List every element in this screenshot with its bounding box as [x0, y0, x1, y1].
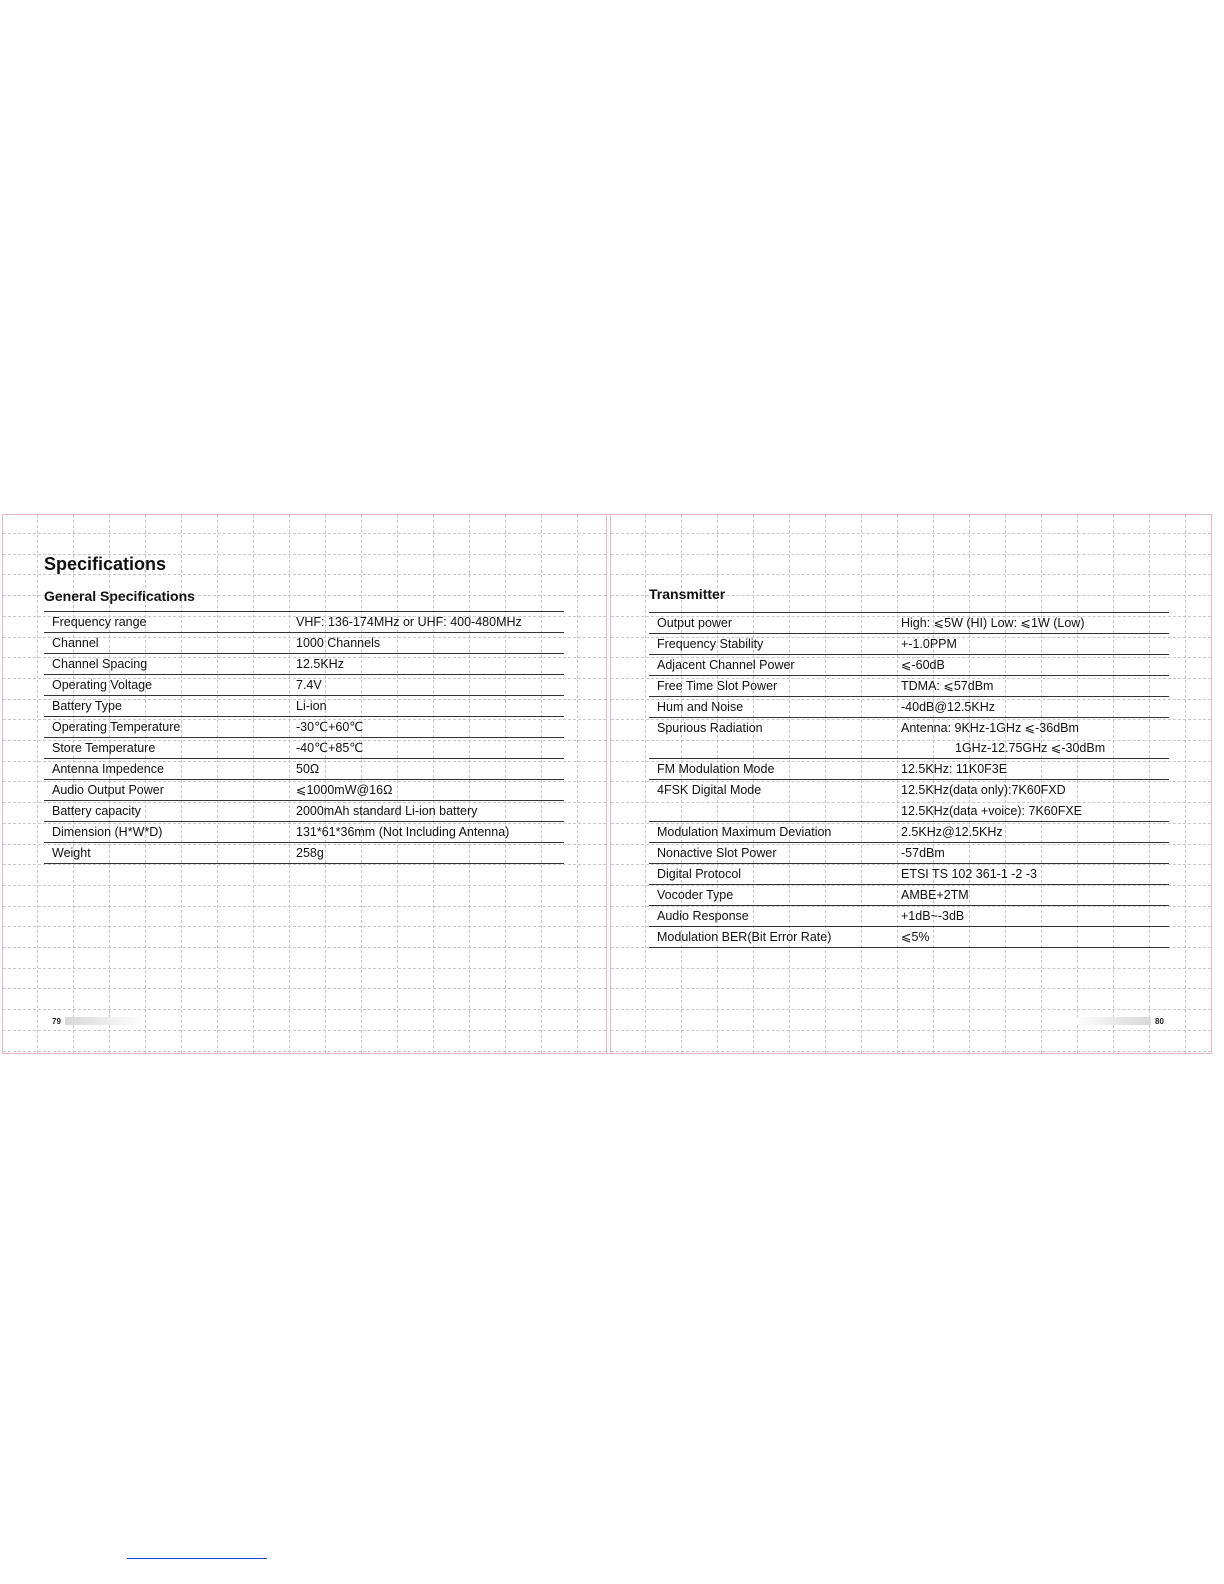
spec-row: [649, 884, 1169, 905]
spec-value: VHF: 136-174MHz or UHF: 400-480MHz: [288, 612, 564, 633]
spec-row: [649, 718, 1169, 739]
spec-label: Nonactive Slot Power: [649, 842, 893, 863]
section-title: Transmitter: [649, 586, 726, 602]
page-number: 79: [52, 1017, 61, 1026]
spec-label: FM Modulation Mode: [649, 759, 893, 780]
spec-row: [44, 780, 564, 801]
spec-label: Antenna Impedence: [44, 759, 288, 780]
spec-label: Battery capacity: [44, 801, 288, 822]
spec-row: [649, 655, 1169, 676]
spec-label: Frequency range: [44, 612, 288, 633]
spec-row: [44, 675, 564, 696]
spec-row: [44, 717, 564, 738]
spec-row: [44, 696, 564, 717]
spec-label: Battery Type: [44, 696, 288, 717]
spec-row: [44, 801, 564, 822]
spec-value: +1dB~-3dB: [893, 905, 1169, 926]
spec-value: 258g: [288, 843, 564, 864]
spec-label: Weight: [44, 843, 288, 864]
spec-row: [44, 822, 564, 843]
spec-value: 12.5KHz: [288, 654, 564, 675]
spec-row: [649, 863, 1169, 884]
spec-label: Vocoder Type: [649, 884, 893, 905]
spec-value: AMBE+2TM: [893, 884, 1169, 905]
spec-value: -40dB@12.5KHz: [893, 697, 1169, 718]
spec-value: High: ⩽5W (HI) Low: ⩽1W (Low): [893, 613, 1169, 634]
spec-value: 12.5KHz: 11K0F3E: [893, 759, 1169, 780]
spec-row: [649, 676, 1169, 697]
spec-row: [44, 633, 564, 654]
spec-value: ⩽5%: [893, 926, 1169, 947]
spec-value: ⩽1000mW@16Ω: [288, 780, 564, 801]
page-number-bar: [1071, 1017, 1151, 1025]
spec-value: 7.4V: [288, 675, 564, 696]
spec-label: Frequency Stability: [649, 634, 893, 655]
spec-row: [649, 697, 1169, 718]
spec-row: [44, 843, 564, 864]
spec-row-continuation: [649, 738, 1169, 759]
spec-value-continued: 1GHz-12.75GHz ⩽-30dBm: [893, 738, 1169, 759]
spec-label: Audio Output Power: [44, 780, 288, 801]
spec-label: Digital Protocol: [649, 863, 893, 884]
spec-row: [649, 842, 1169, 863]
spec-row: [44, 759, 564, 780]
footer-link-underline: [127, 1558, 267, 1559]
right-page: [611, 515, 1211, 1053]
left-page: [3, 515, 606, 1053]
spec-value: -57dBm: [893, 842, 1169, 863]
spec-label: Operating Temperature: [44, 717, 288, 738]
spec-value: TDMA: ⩽57dBm: [893, 676, 1169, 697]
section-title: General Specifications: [44, 588, 195, 604]
spec-row: [649, 780, 1169, 801]
spec-value: -30℃+60℃: [288, 717, 564, 738]
spec-row: [649, 926, 1169, 947]
spec-label: Dimension (H*W*D): [44, 822, 288, 843]
spec-label: Modulation Maximum Deviation: [649, 821, 893, 842]
page-title: Specifications: [44, 554, 167, 574]
spec-value: ⩽-60dB: [893, 655, 1169, 676]
spec-row: [649, 634, 1169, 655]
spec-row: [44, 612, 564, 633]
spec-label: Output power: [649, 613, 893, 634]
spec-row: [649, 613, 1169, 634]
spec-label: Hum and Noise: [649, 697, 893, 718]
manual-spread: [2, 514, 1212, 1054]
general-specs-table: [44, 611, 564, 864]
spec-label: Adjacent Channel Power: [649, 655, 893, 676]
page-number: 80: [1155, 1017, 1164, 1026]
spec-label: Channel: [44, 633, 288, 654]
spec-value: 2000mAh standard Li-ion battery: [288, 801, 564, 822]
spec-value: -40℃+85℃: [288, 738, 564, 759]
spec-label: Audio Response: [649, 905, 893, 926]
spec-label: Free Time Slot Power: [649, 676, 893, 697]
spec-value: 12.5KHz(data only):7K60FXD: [901, 783, 1066, 798]
spec-value: 2.5KHz@12.5KHz: [893, 821, 1169, 842]
spec-label: Modulation BER(Bit Error Rate): [649, 926, 893, 947]
spec-value: ETSI TS 102 361-1 -2 -3: [893, 863, 1169, 884]
spec-row: [44, 738, 564, 759]
spec-row: [649, 759, 1169, 780]
spec-value: 50Ω: [288, 759, 564, 780]
spec-value: +-1.0PPM: [893, 634, 1169, 655]
spec-label: Operating Voltage: [44, 675, 288, 696]
spec-row: [44, 654, 564, 675]
spec-value-continued: 12.5KHz(data +voice): 7K60FXE: [893, 801, 1169, 822]
spec-label: Channel Spacing: [44, 654, 288, 675]
spec-label: Spurious Radiation: [657, 721, 763, 736]
transmitter-specs-table: [649, 612, 1169, 948]
spec-row: [649, 905, 1169, 926]
spec-label: 4FSK Digital Mode: [657, 783, 762, 798]
spec-row: [649, 821, 1169, 842]
spec-label: Store Temperature: [44, 738, 288, 759]
page-number-bar: [65, 1017, 145, 1025]
spec-value: Antenna: 9KHz-1GHz ⩽-36dBm: [901, 721, 1079, 736]
spec-value: 131*61*36mm (Not Including Antenna): [288, 822, 564, 843]
spec-value: Li-ion: [288, 696, 564, 717]
spec-row-continuation: [649, 801, 1169, 822]
spec-value: 1000 Channels: [288, 633, 564, 654]
